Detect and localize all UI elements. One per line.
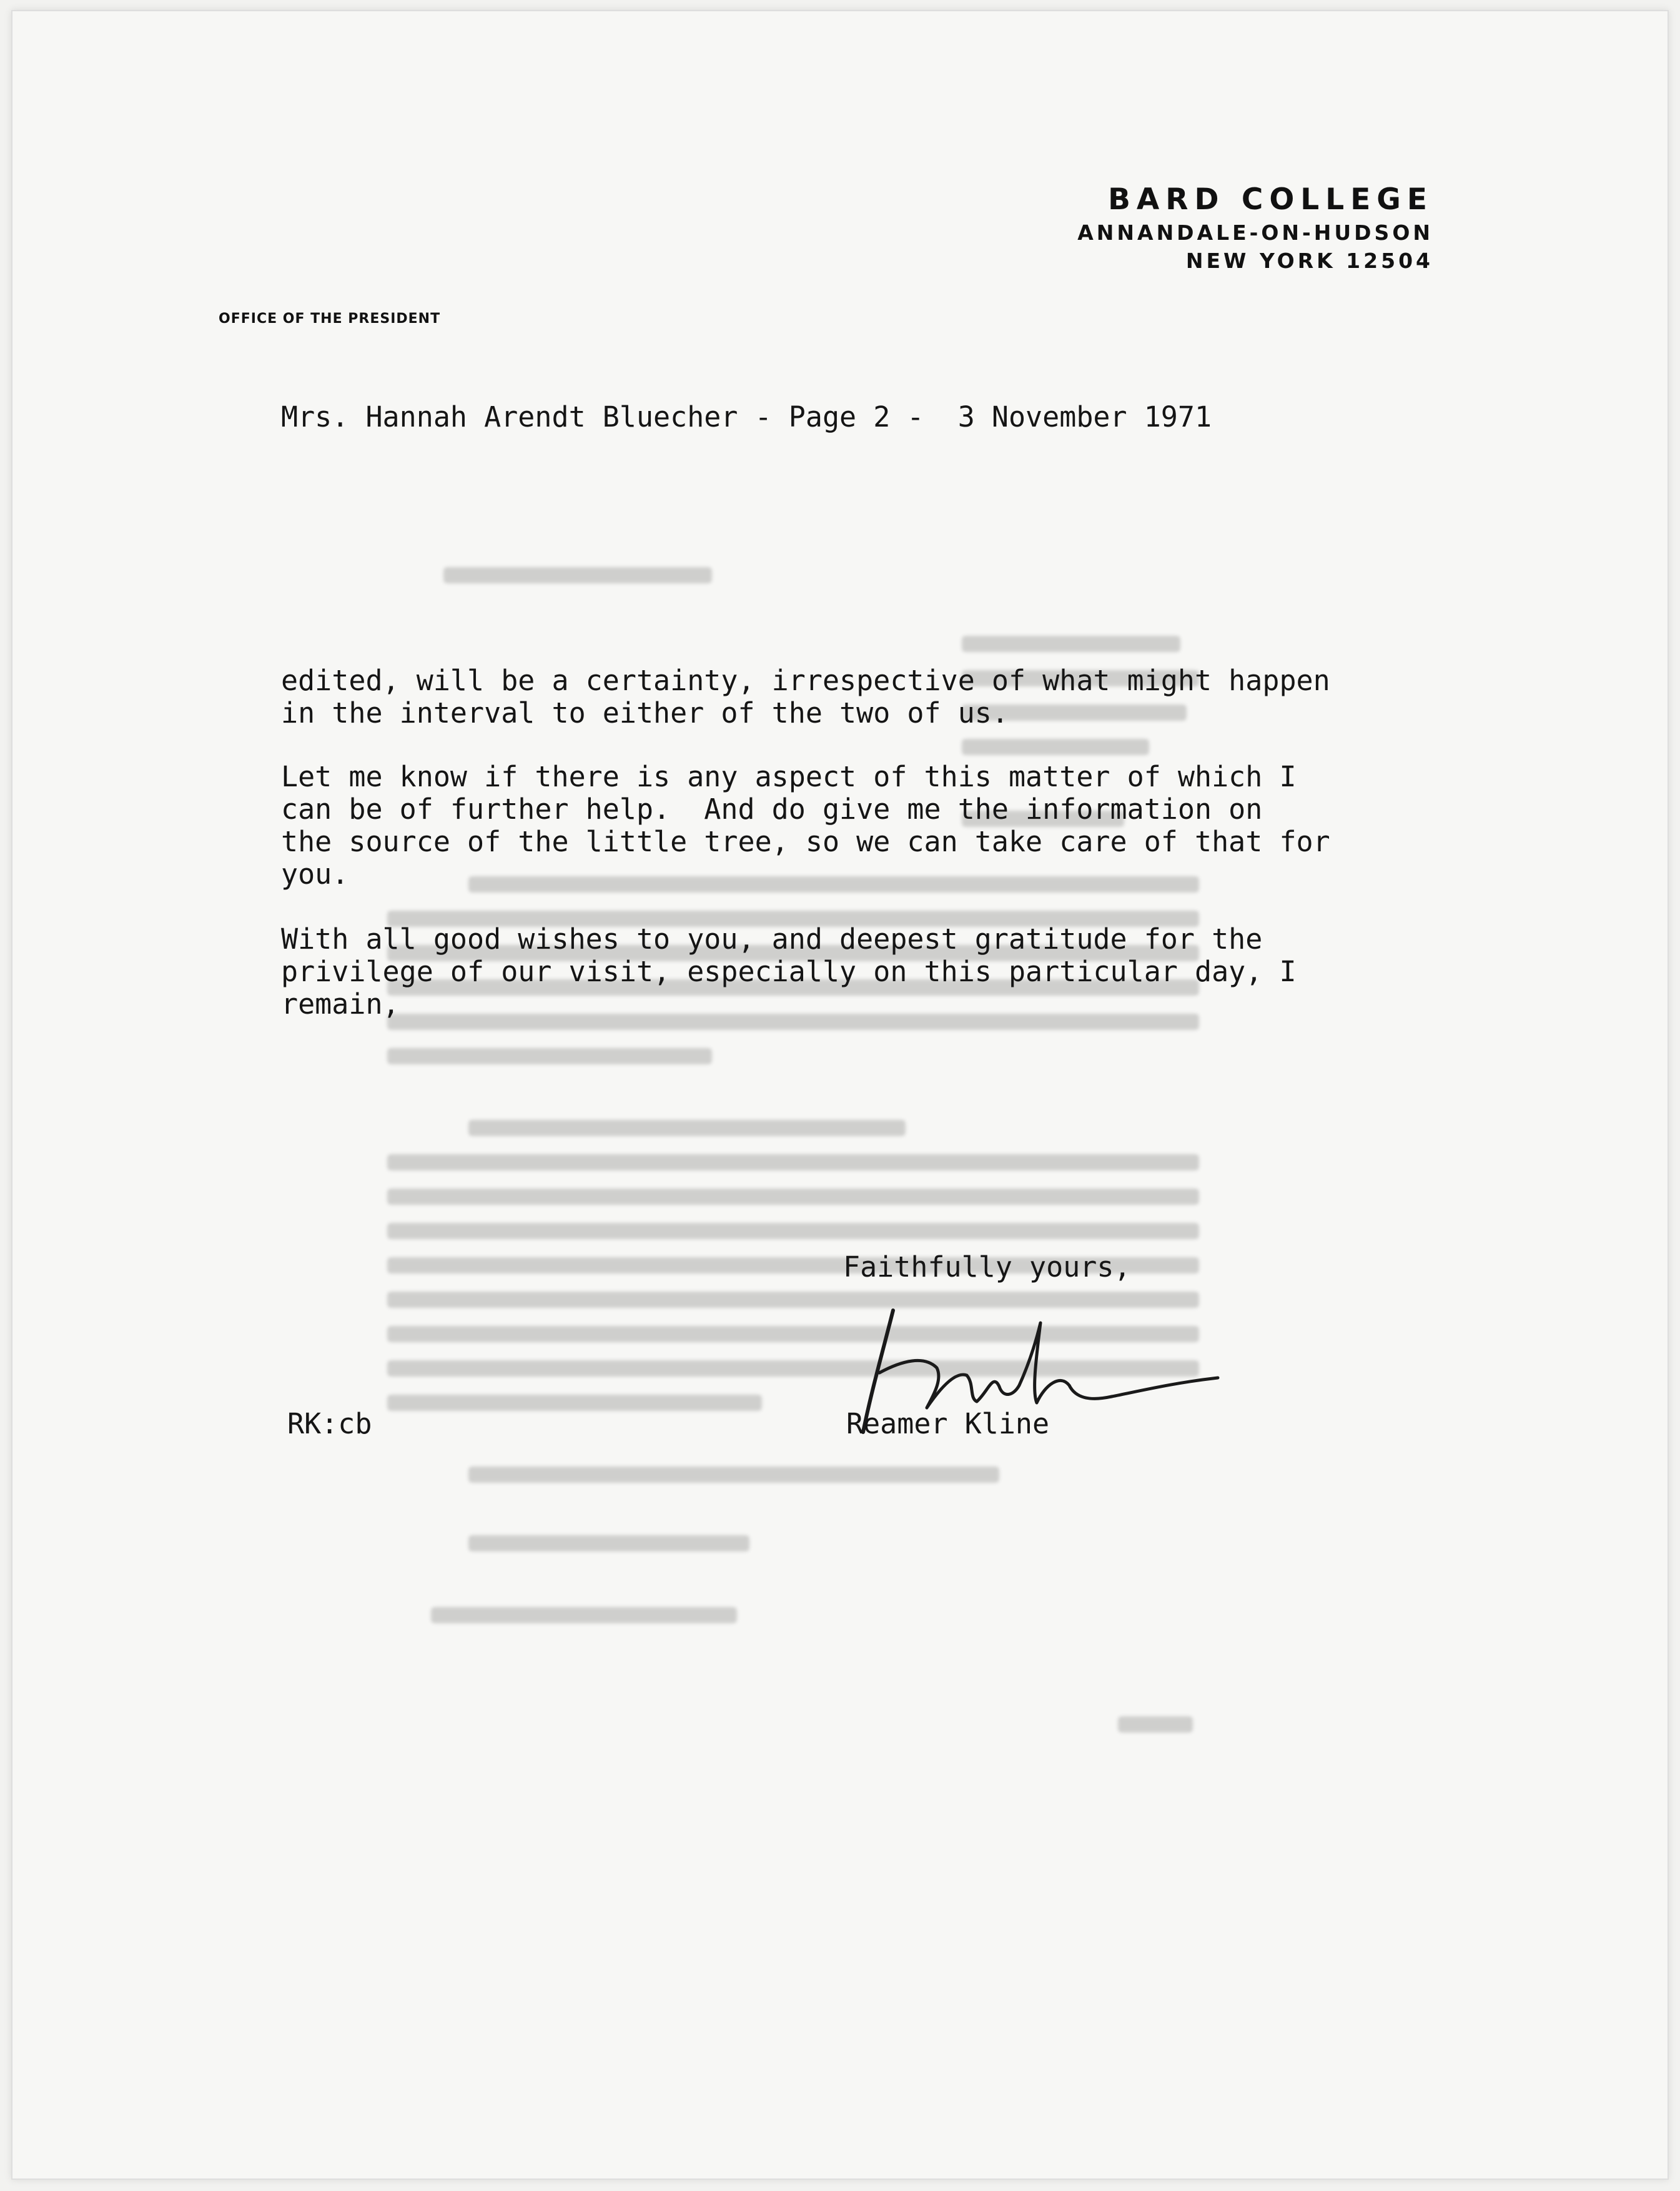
letter-page — [11, 10, 1669, 2180]
paragraph-further-help: Let me know if there is any aspect of this matter of which I can be of further help. And do give me the information on the source of the little tree, so we can take care of that for you. — [281, 760, 1330, 891]
letterhead — [1077, 180, 1433, 275]
paragraph-good-wishes: With all good wishes to you, and deepest gratitude for the privilege of our visit, especially on this particular day, I remain, — [281, 922, 1297, 1021]
paragraph-continuation: edited, will be a certainty, irrespective of what might happen in the interval to either of the two of us. — [281, 664, 1330, 730]
address-line-2: NEW YORK 12504 — [1185, 248, 1433, 273]
office-label: OFFICE OF THE PRESIDENT — [219, 311, 441, 327]
typist-initials: RK:cb — [287, 1407, 372, 1440]
institution-name: BARD COLLEGE — [1108, 182, 1433, 217]
page-header-line: Mrs. Hannah Arendt Bluecher - Page 2 - 3 November 1971 — [281, 400, 1212, 433]
closing-salutation: Faithfully yours, — [843, 1250, 1131, 1283]
signer-name: Reamer Kline — [846, 1407, 1050, 1440]
bleed-through-text — [387, 561, 1199, 1773]
address-line-1: ANNANDALE-ON-HUDSON — [1077, 220, 1433, 245]
